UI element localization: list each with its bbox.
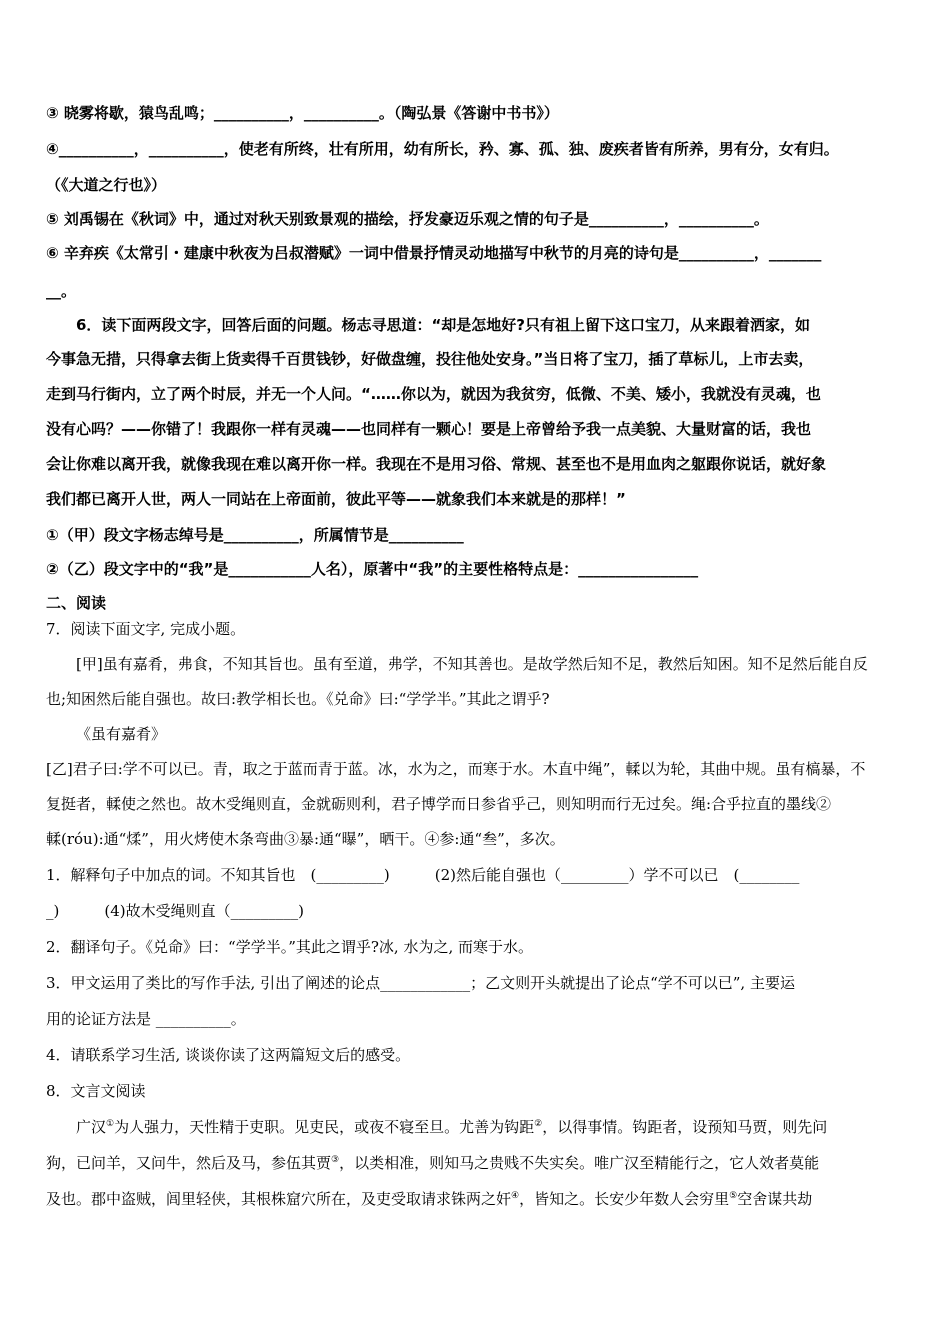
q8-passage-line — [46, 1152, 819, 1173]
note-marker: ④ — [511, 1191, 520, 1201]
q6-passage-line: 6．读下面两段文字，回答后面的问题。杨志寻思道：“却是怎地好?只有祖上留下这口宝刀，从来跟着洒家，如 — [76, 316, 811, 334]
q7-subquestion-1: 1．解释句子中加点的词。不知其旨也 (_________) (2)然后能自强也（_________）学不可以已 (________ — [46, 866, 800, 884]
q8-text-segment: 广汉 — [76, 1118, 107, 1136]
q7-subquestion-1-cont: _) (4)故木受绳则直（_________) — [46, 902, 304, 920]
q7-subquestion-4: 4．请联系学习生活, 谈谈你读了这两篇短文后的感受。 — [46, 1046, 411, 1064]
q8-text-segment: ，以类相准，则知马之贵贱不失实矣。唯广汉至精能行之，它人效者莫能 — [339, 1154, 820, 1172]
jia-passage-source: 《虽有嘉肴》 — [76, 725, 167, 743]
q7-title: 7．阅读下面文字, 完成小题。 — [46, 620, 246, 638]
q6-passage-line: 没有心吗？——你错了！我跟你一样有灵魂——也同样有一颗心！要是上帝曾给予我一点美貌、大量财富的话，我也 — [46, 420, 812, 438]
q8-text-segment: 为人强力，天性精于吏职。见吏民，或夜不寝至旦。尤善为钩距 — [114, 1118, 535, 1136]
jia-passage-line: 也;知困然后能自强也。故曰:教学相长也。《兑命》曰:“学学半。”其此之谓乎? — [46, 690, 550, 708]
note-marker: ① — [106, 1119, 115, 1129]
yi-passage-line: [乙]君子曰:学不可以已。青，取之于蓝而青于蓝。冰，水为之，而寒于水。木直中绳”，輮以为轮，其曲中规。虽有槁暴，不 — [46, 760, 866, 778]
note-marker: ② — [534, 1119, 543, 1129]
fill-blank-item-6: ⑥ 辛弃疾《太常引・建康中秋夜为吕叔潜赋》一词中借景抒情灵动地描写中秋节的月亮的诗句是__________，_______ — [46, 244, 822, 262]
note-marker: ⑤ — [729, 1191, 738, 1201]
q8-passage-line — [46, 1188, 812, 1209]
note-marker: ③ — [331, 1155, 340, 1165]
fill-blank-item-5: ⑤ 刘禹锡在《秋词》中，通过对秋天别致景观的描绘，抒发豪迈乐观之情的句子是__________，__________。 — [46, 210, 769, 228]
yi-passage-line: 复挺者，輮使之然也。故木受绳则直，金就砺则利，君子博学而日参省乎己，则知明而行无过矣。绳:合乎拉直的墨线② — [46, 795, 832, 813]
q7-subquestion-3: 3．甲文运用了类比的写作手法, 引出了阐述的论点____________；乙文则开头就提出了论点“学不可以已”, 主要运 — [46, 974, 795, 992]
q8-text-segment: ，皆知之。长安少年数人会穷里 — [519, 1190, 730, 1208]
q6-passage-line: 会让你难以离开我，就像我现在难以离开你一样。我现在不是用习俗、常规、甚至也不是用血肉之躯跟你说话，就好象 — [46, 455, 827, 473]
q6-passage-line: 今事急无措，只得拿去街上货卖得千百贯钱钞，好做盘缠，投往他处安身。”当日将了宝刀，插了草标儿，上市去卖， — [46, 350, 814, 368]
q6-passage-line: 走到马行街内，立了两个时辰，并无一个人问。“……你以为，就因为我贫穷，低微、不美、矮小，我就没有灵魂，也 — [46, 385, 821, 403]
q8-passage-line — [46, 1116, 827, 1137]
q8-text-segment: ，以得事情。钩距者，设预知马贾，则先问 — [542, 1118, 828, 1136]
q8-text-segment: 狗，已问羊，又问牛，然后及马，参伍其贾 — [46, 1154, 332, 1172]
q8-text-segment: 空舍谋共劫 — [737, 1190, 813, 1208]
fill-blank-item-3: ③ 晓雾将歇，猿鸟乱鸣；__________，__________。（陶弘景《答谢中书书》） — [46, 104, 559, 122]
jia-passage-line: [甲]虽有嘉肴，弗食，不知其旨也。虽有至道，弗学，不知其善也。是故学然后知不足，教然后知困。知不足然后能自反 — [76, 655, 868, 673]
q6-subquestion-2: ②（乙）段文字中的“我”是___________人名），原著中“我”的主要性格特点是：________________ — [46, 560, 699, 578]
section-heading: 二、阅读 — [46, 594, 107, 612]
q8-text-segment: 及也。郡中盗贼，闾里轻侠，其根株窟穴所在，及吏受取请求铢两之奸 — [46, 1190, 512, 1208]
fill-blank-item-4-source: （《大道之行也》） — [46, 176, 167, 194]
q7-subquestion-2: 2．翻译句子。《兑命》曰：“学学半。”其此之谓乎?冰, 水为之, 而寒于水。 — [46, 938, 533, 956]
q7-subquestion-3-cont: 用的论证方法是 __________。 — [46, 1010, 246, 1028]
q8-title: 8．文言文阅读 — [46, 1082, 146, 1100]
fill-blank-item-6-cont: __。 — [46, 282, 77, 300]
yi-passage-notes: 輮(róu):通“煣”，用火烤使木条弯曲③暴:通“曝”，晒干。④参:通“叁”，多次。 — [46, 830, 565, 848]
q6-subquestion-1: ①（甲）段文字杨志绰号是__________，所属情节是__________ — [46, 526, 464, 544]
q6-passage-line: 我们都已离开人世，两人一同站在上帝面前，彼此平等——就象我们本来就是的那样！” — [46, 490, 626, 508]
fill-blank-item-4: ④__________，__________，使老有所终，壮有所用，幼有所长，矜、寡、孤、独、废疾者皆有所养，男有分，女有归。 — [46, 140, 839, 158]
